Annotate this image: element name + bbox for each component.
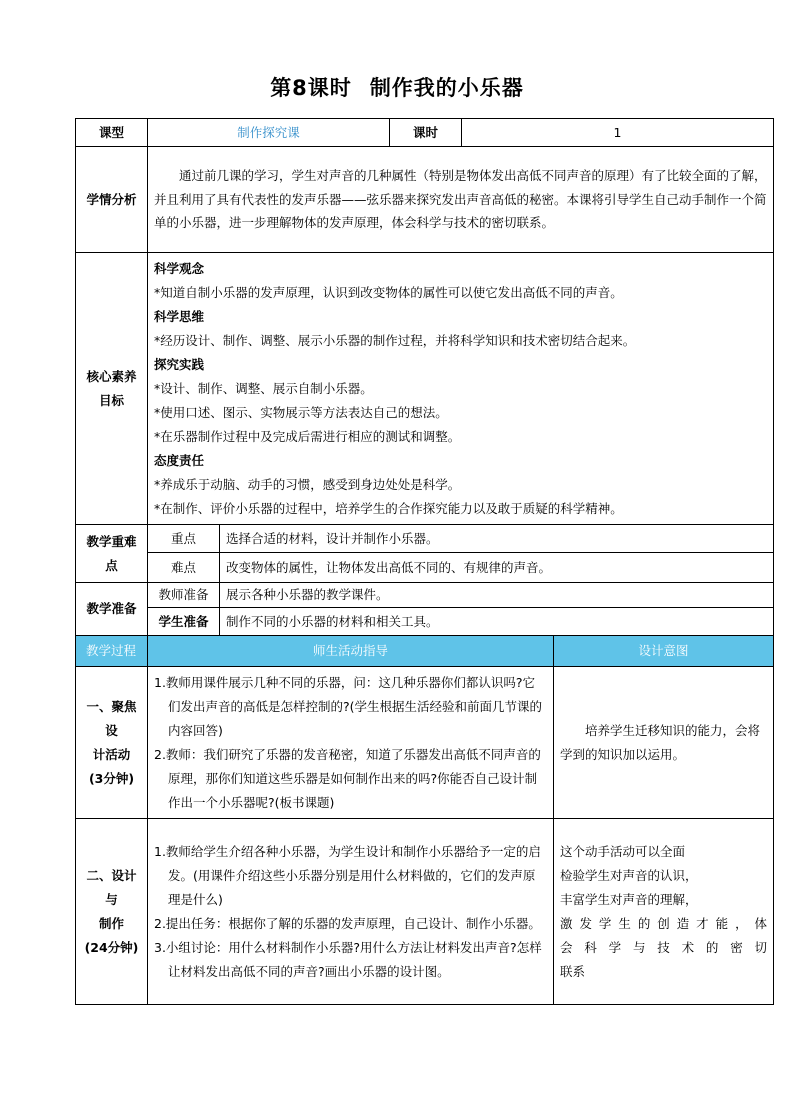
analysis-text: 通过前几课的学习，学生对声音的几种属性（特别是物体发出高低不同声音的原理）有了比较全面的了解，并且利用了具有代表性的发声乐器——弦乐器来探究发出声音高低的秘密。本课将引导学生自己动手制作一个简单的小乐器，进一步理解物体的发声原理，体会科学与技术的密切联系。 <box>148 147 774 253</box>
lesson-number: 第8课时 <box>270 76 352 100</box>
process-header-row <box>76 636 774 667</box>
key-label: 重点 <box>148 525 220 553</box>
student-prep-row <box>76 608 774 636</box>
core-content <box>148 253 774 525</box>
attitude-item: *养成乐于动脑、动手的习惯，感受到身边处处是科学。 <box>154 476 461 492</box>
stage-1-label: 一、聚焦设 计活动 (3分钟) <box>76 667 148 819</box>
lesson-plan-table <box>75 118 774 1005</box>
stage-2-step: 2.提出任务：根据你了解的乐器的发声原理，自己设计、制作小乐器。 <box>154 915 541 931</box>
inquiry-item: *设计、制作、调整、展示自制小乐器。 <box>154 380 373 396</box>
concept-item: *知道自制小乐器的发声原理，认识到改变物体的属性可以使它发出高低不同的声音。 <box>154 284 623 300</box>
prep-label: 教学准备 <box>76 583 148 636</box>
stage-2-step: 1.教师给学生介绍各种小乐器，为学生设计和制作小乐器给予一定的启发。(用课件介绍这些小乐器分别是用什么材料做的，它们的发声原理是什么) <box>154 843 541 907</box>
attitude-heading: 态度责任 <box>154 452 205 468</box>
stage-2-label: 二、设计与 制作 (24分钟) <box>76 819 148 1005</box>
hard-point-row <box>76 553 774 583</box>
student-prep-label: 学生准备 <box>148 608 220 636</box>
stage-2-row <box>76 819 774 1005</box>
stage-1-activities <box>148 667 554 819</box>
inquiry-item: *使用口述、图示、实物展示等方法表达自己的想法。 <box>154 404 448 420</box>
core-label: 核心素养 目标 <box>76 253 148 525</box>
process-header-col2: 师生活动指导 <box>148 636 554 667</box>
key-text: 选择合适的材料，设计并制作小乐器。 <box>220 525 774 553</box>
student-prep-text: 制作不同的小乐器的材料和相关工具。 <box>220 608 774 636</box>
teacher-prep-row <box>76 583 774 608</box>
science-concept-heading: 科学观念 <box>154 260 205 276</box>
stage-1-intent: 培养学生迁移知识的能力，会将学到的知识加以运用。 <box>554 667 774 819</box>
key-points-label: 教学重难点 <box>76 525 148 583</box>
stage-2-activities <box>148 819 554 1005</box>
stage-1-step: 1.教师用课件展示几种不同的乐器，问：这几种乐器你们都认识吗?它们发出声音的高低是怎样控制的?(学生根据生活经验和前面几节课的内容回答) <box>154 674 543 738</box>
key-point-row <box>76 525 774 553</box>
hard-text: 改变物体的属性，让物体发出高低不同的、有规律的声音。 <box>220 553 774 583</box>
stage-2-intent: 这个动手活动可以全面 检验学生对声音的认识， 丰富学生对声音的理解， 激发学生的创造才能，体 会科学与技术的密切 联系 <box>554 819 774 1005</box>
analysis-label: 学情分析 <box>76 147 148 253</box>
hard-label: 难点 <box>148 553 220 583</box>
course-type-value: 制作探究课 <box>148 119 390 147</box>
inquiry-item: *在乐器制作过程中及完成后需进行相应的测试和调整。 <box>154 428 461 444</box>
lesson-topic: 制作我的小乐器 <box>369 76 524 100</box>
stage-1-step: 2.教师：我们研究了乐器的发音秘密，知道了乐器发出高低不同声音的原理，那你们知道这些乐器是如何制作出来的吗?你能否自己设计制作出一个小乐器呢?(板书课题) <box>154 746 541 810</box>
course-type-label: 课型 <box>76 119 148 147</box>
page-title <box>0 72 794 102</box>
science-thinking-heading: 科学思维 <box>154 308 205 324</box>
stage-1-row <box>76 667 774 819</box>
process-header-col3: 设计意图 <box>554 636 774 667</box>
inquiry-heading: 探究实践 <box>154 356 205 372</box>
analysis-row <box>76 147 774 253</box>
lesson-hours-label: 课时 <box>390 119 462 147</box>
lesson-hours-value: 1 <box>462 119 774 147</box>
thinking-item: *经历设计、制作、调整、展示小乐器的制作过程，并将科学知识和技术密切结合起来。 <box>154 332 636 348</box>
core-row <box>76 253 774 525</box>
stage-2-step: 3.小组讨论：用什么材料制作小乐器?用什么方法让材料发出声音?怎样让材料发出高低不同的声音?画出小乐器的设计图。 <box>154 939 542 979</box>
process-header-col1: 教学过程 <box>76 636 148 667</box>
course-type-row <box>76 119 774 147</box>
teacher-prep-text: 展示各种小乐器的教学课件。 <box>220 583 774 608</box>
attitude-item: *在制作、评价小乐器的过程中，培养学生的合作探究能力以及敢于质疑的科学精神。 <box>154 500 623 516</box>
teacher-prep-label: 教师准备 <box>148 583 220 608</box>
